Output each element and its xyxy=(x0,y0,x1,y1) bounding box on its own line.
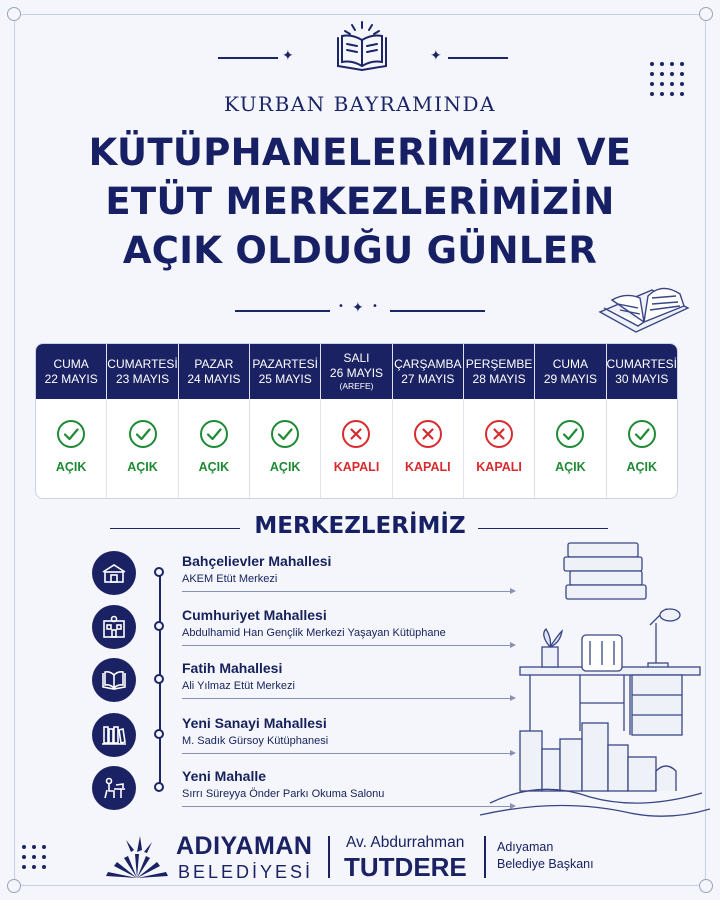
day-date: 26 MAYIS xyxy=(329,366,384,380)
bookshelf-icon xyxy=(92,713,136,757)
center-neighborhood: Bahçelievler Mahallesi xyxy=(182,553,332,569)
mayor-role-line: Belediye Başkanı xyxy=(497,857,594,871)
day-header xyxy=(535,344,605,399)
sparkle-icon: ✦ xyxy=(352,300,364,316)
sparkle-icon: • xyxy=(372,301,378,312)
sparkle-icon: ✦ xyxy=(282,48,294,64)
schedule-day-column xyxy=(607,344,677,498)
status-label: KAPALI xyxy=(476,460,522,474)
check-circle-icon xyxy=(128,419,158,453)
x-circle-icon xyxy=(484,419,514,453)
check-circle-icon xyxy=(56,419,86,453)
day-header xyxy=(107,344,177,399)
logo-name: ADIYAMAN xyxy=(176,832,313,860)
day-date: 29 MAYIS xyxy=(543,371,597,386)
frame-corner-ornament xyxy=(7,7,21,21)
day-status-cell xyxy=(36,399,106,498)
center-list-item xyxy=(92,713,522,763)
day-name: CUMA xyxy=(552,356,589,371)
center-underline xyxy=(182,645,512,646)
day-date: 27 MAYIS xyxy=(401,371,455,386)
x-circle-icon xyxy=(341,419,371,453)
day-name: ÇARŞAMBA xyxy=(394,356,462,371)
day-date: 24 MAYIS xyxy=(187,371,241,386)
timeline-node xyxy=(154,674,164,684)
footer xyxy=(0,828,720,888)
day-status-cell xyxy=(250,399,320,498)
center-neighborhood: Yeni Mahalle xyxy=(182,768,267,784)
footer-divider xyxy=(328,836,330,878)
center-neighborhood: Yeni Sanayi Mahallesi xyxy=(182,715,327,731)
header-rule-right xyxy=(448,57,508,59)
x-circle-icon xyxy=(413,419,443,453)
section-rule-right xyxy=(478,528,608,529)
check-circle-icon xyxy=(555,419,585,453)
day-header xyxy=(179,344,249,399)
schedule-day-column xyxy=(535,344,606,498)
check-circle-icon xyxy=(270,419,300,453)
mayor-first-name: Av. Abdurrahman xyxy=(346,834,465,851)
school-building-icon xyxy=(92,551,136,595)
kicker-text: KURBAN BAYRAMINDA xyxy=(223,92,497,116)
day-status-cell xyxy=(607,399,677,498)
day-status-cell xyxy=(393,399,463,498)
day-date: 23 MAYIS xyxy=(115,371,170,386)
status-label: AÇIK xyxy=(198,460,230,474)
day-name: PAZAR xyxy=(194,356,234,371)
center-underline xyxy=(182,698,512,699)
day-header xyxy=(464,344,534,399)
schedule-table xyxy=(35,343,678,499)
schedule-day-column xyxy=(250,344,321,498)
logo-subtitle: BELEDİYESİ xyxy=(178,862,314,882)
center-facility: M. Sadık Gürsoy Kütüphanesi xyxy=(182,735,329,747)
schedule-day-column xyxy=(36,344,107,498)
center-underline xyxy=(182,806,512,807)
centers-title: MERKEZLERİMİZ xyxy=(254,513,466,539)
day-status-cell xyxy=(179,399,249,498)
day-status-cell xyxy=(464,399,534,498)
youth-center-icon xyxy=(92,605,136,649)
open-book-icon xyxy=(92,658,136,702)
day-header xyxy=(250,344,320,399)
study-desk-illustration xyxy=(480,535,710,835)
title-line: ETÜT MERKEZLERİMİZİN xyxy=(105,180,615,223)
municipality-logo-icon xyxy=(104,832,170,880)
timeline-node xyxy=(154,782,164,792)
check-circle-icon xyxy=(627,419,657,453)
sparkle-icon: • xyxy=(338,301,344,312)
day-name: PAZARTESİ xyxy=(252,356,318,371)
day-status-cell xyxy=(321,399,391,498)
day-header xyxy=(607,344,677,399)
day-name: CUMARTESİ xyxy=(107,356,178,371)
day-date: 28 MAYIS xyxy=(472,371,526,386)
check-circle-icon xyxy=(199,419,229,453)
section-rule-left xyxy=(110,528,240,529)
dot-grid-decoration xyxy=(650,62,684,96)
page-title xyxy=(0,128,720,275)
header-rule-left xyxy=(218,57,278,59)
center-facility: Ali Yılmaz Etüt Merkezi xyxy=(182,680,295,692)
schedule-day-column xyxy=(393,344,464,498)
day-name: SALI xyxy=(343,351,370,365)
sparkle-icon: ✦ xyxy=(430,48,442,64)
title-divider-left xyxy=(235,310,330,312)
day-status-cell xyxy=(107,399,177,498)
mayor-role-line: Adıyaman xyxy=(497,840,554,854)
center-underline xyxy=(182,591,512,592)
reading-desk-icon xyxy=(92,766,136,810)
center-list-item xyxy=(92,551,522,601)
title-divider-right xyxy=(390,310,485,312)
frame-corner-ornament xyxy=(699,7,713,21)
title-line: KÜTÜPHANELERİMİZİN VE xyxy=(88,131,632,174)
center-facility: AKEM Etüt Merkezi xyxy=(182,573,278,585)
day-date: 30 MAYIS xyxy=(615,371,669,386)
schedule-day-column xyxy=(179,344,250,498)
status-label: AÇIK xyxy=(269,460,301,474)
mayor-surname: TUTDERE xyxy=(344,852,467,882)
center-facility: Sırrı Süreyya Önder Parkı Okuma Salonu xyxy=(182,788,385,800)
center-underline xyxy=(182,753,512,754)
open-book-illustration xyxy=(596,272,692,338)
status-label: AÇIK xyxy=(626,460,658,474)
status-label: KAPALI xyxy=(333,460,380,474)
day-name: CUMARTESİ xyxy=(606,356,677,371)
center-list-item xyxy=(92,766,522,816)
schedule-day-column xyxy=(464,344,535,498)
day-status-cell xyxy=(535,399,605,498)
day-header xyxy=(321,344,391,399)
open-book-icon xyxy=(332,18,392,72)
center-neighborhood: Fatih Mahallesi xyxy=(182,660,283,676)
day-name: PERŞEMBE xyxy=(465,356,533,371)
status-label: AÇIK xyxy=(127,460,158,474)
schedule-day-column xyxy=(107,344,178,498)
footer-divider xyxy=(484,836,486,878)
day-date: 22 MAYIS xyxy=(44,371,98,386)
day-name: CUMA xyxy=(53,356,89,371)
day-date: 25 MAYIS xyxy=(258,371,312,386)
day-header xyxy=(36,344,106,399)
status-label: AÇIK xyxy=(55,460,87,474)
title-line: AÇIK OLDUĞU GÜNLER xyxy=(122,229,598,272)
day-header xyxy=(393,344,463,399)
center-list-item xyxy=(92,605,522,655)
day-note: (AREFE) xyxy=(339,381,374,391)
schedule-day-column xyxy=(321,344,392,498)
timeline-node xyxy=(154,621,164,631)
center-facility: Abdulhamid Han Gençlik Merkezi Yaşayan Kütüphane xyxy=(182,627,446,639)
status-label: AÇIK xyxy=(555,460,586,474)
timeline-node xyxy=(154,567,164,577)
timeline-node xyxy=(154,729,164,739)
status-label: KAPALI xyxy=(404,460,451,474)
center-neighborhood: Cumhuriyet Mahallesi xyxy=(182,607,327,623)
center-list-item xyxy=(92,658,522,708)
